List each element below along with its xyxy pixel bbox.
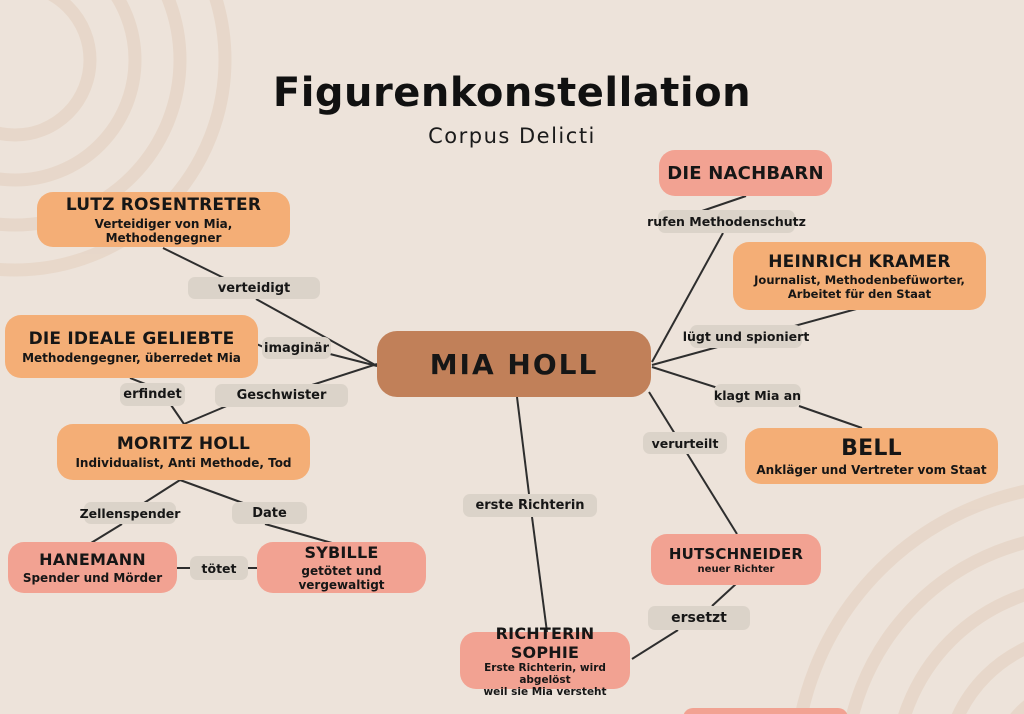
- node-description-line2: weil sie Mia versteht: [483, 685, 607, 698]
- edge-erste-richterin-sophie: [532, 517, 547, 632]
- node-lutz-rosentreter: [37, 192, 290, 247]
- node-die-nachbarn: [659, 150, 832, 196]
- node-description: Journalist, Methodenbefüworter,: [754, 272, 965, 287]
- node-description: Spender und Mörder: [22, 571, 163, 585]
- node-title: HANEMANN: [39, 550, 146, 569]
- edge-imaginaer-mia: [326, 353, 377, 366]
- node-title: DIE NACHBARN: [667, 162, 824, 184]
- edge-label-verurteilt: verurteilt: [643, 432, 727, 454]
- node-title: RICHTERIN SOPHIE: [495, 623, 595, 662]
- node-heinrich-kramer: [733, 242, 986, 310]
- node-sybille: [257, 542, 426, 593]
- node-description: neuer Richter: [697, 563, 775, 575]
- edge-mia-hutschneider: [649, 392, 737, 534]
- node-mia-holl: [377, 331, 651, 397]
- node-die-ideale-geliebte: [5, 315, 258, 378]
- diagram-subtitle: Corpus Delicti: [428, 124, 596, 148]
- edge-label-geschwister: Geschwister: [215, 384, 348, 407]
- edge-label-klagt-mia-an: klagt Mia an: [714, 384, 801, 407]
- node-description: getötet und vergewaltigt: [298, 564, 385, 592]
- node-title: HUTSCHNEIDER: [668, 544, 804, 563]
- edge-nachbarn-rufen: [702, 196, 746, 211]
- node-title: HEINRICH KRAMER: [768, 251, 951, 272]
- edge-label-ersetzt: ersetzt: [648, 606, 750, 630]
- edge-klagt-bell: [799, 406, 862, 428]
- node-hutschneider: [651, 534, 821, 585]
- edge-erfindet-moritz: [171, 405, 184, 424]
- edge-date-sybille: [265, 524, 332, 543]
- edge-hutschneider-ersetzt: [712, 583, 737, 606]
- edge-label-verteidigt: verteidigt: [188, 277, 320, 299]
- node-bell: [745, 428, 998, 484]
- node-title: LUTZ ROSENTRETER: [65, 194, 262, 215]
- node-richterin-sophie: [460, 623, 630, 698]
- node-title: MORITZ HOLL: [116, 434, 251, 454]
- edge-mia-klagt: [652, 367, 718, 388]
- node-description: Verteidiger von Mia, Methodengegner: [94, 216, 233, 245]
- node-description: Methodengegner, überredet Mia: [22, 350, 241, 365]
- node-title: MIA HOLL: [429, 347, 599, 381]
- edge-geschwister-mia: [312, 364, 377, 385]
- node-title: BELL: [841, 435, 902, 461]
- edge-mia-erste-richterin: [517, 397, 529, 494]
- node-description: Individualist, Anti Methode, Tod: [75, 456, 292, 470]
- edge-label-imaginaer: imaginär: [262, 337, 331, 359]
- node-title: SYBILLE: [304, 543, 379, 562]
- diagram-title: Figurenkonstellation: [272, 70, 752, 116]
- edge-zellenspender-hanemann: [91, 524, 122, 543]
- node-description-line2: Arbeitet für den Staat: [787, 286, 932, 301]
- edge-label-date: Date: [232, 502, 307, 524]
- edge-label-luegt-und-spioniert: lügt und spioniert: [690, 325, 802, 348]
- node-moritz-holl: [57, 424, 310, 480]
- edge-label-rufen-methodenschutz: rufen Methodenschutz: [658, 210, 795, 233]
- node-description: Erste Richterin, wird abgelöst: [484, 661, 606, 686]
- node-title: DIE IDEALE GELIEBTE: [28, 328, 235, 349]
- node-hanemann: [8, 542, 177, 593]
- edge-label-erste-richterin: erste Richterin: [463, 494, 597, 517]
- node-description: Ankläger und Vertreter vom Staat: [756, 462, 987, 477]
- edge-label-erfindet: erfindet: [120, 383, 185, 406]
- edge-ersetzt-sophie: [632, 630, 678, 659]
- edge-moritz-zellenspender: [144, 480, 180, 503]
- edge-label-toetet: tötet: [190, 556, 248, 580]
- title-block: [0, 70, 1024, 148]
- edge-label-zellenspender: Zellenspender: [84, 502, 176, 524]
- edge-moritz-geschwister: [184, 405, 229, 424]
- edge-moritz-date: [180, 480, 243, 503]
